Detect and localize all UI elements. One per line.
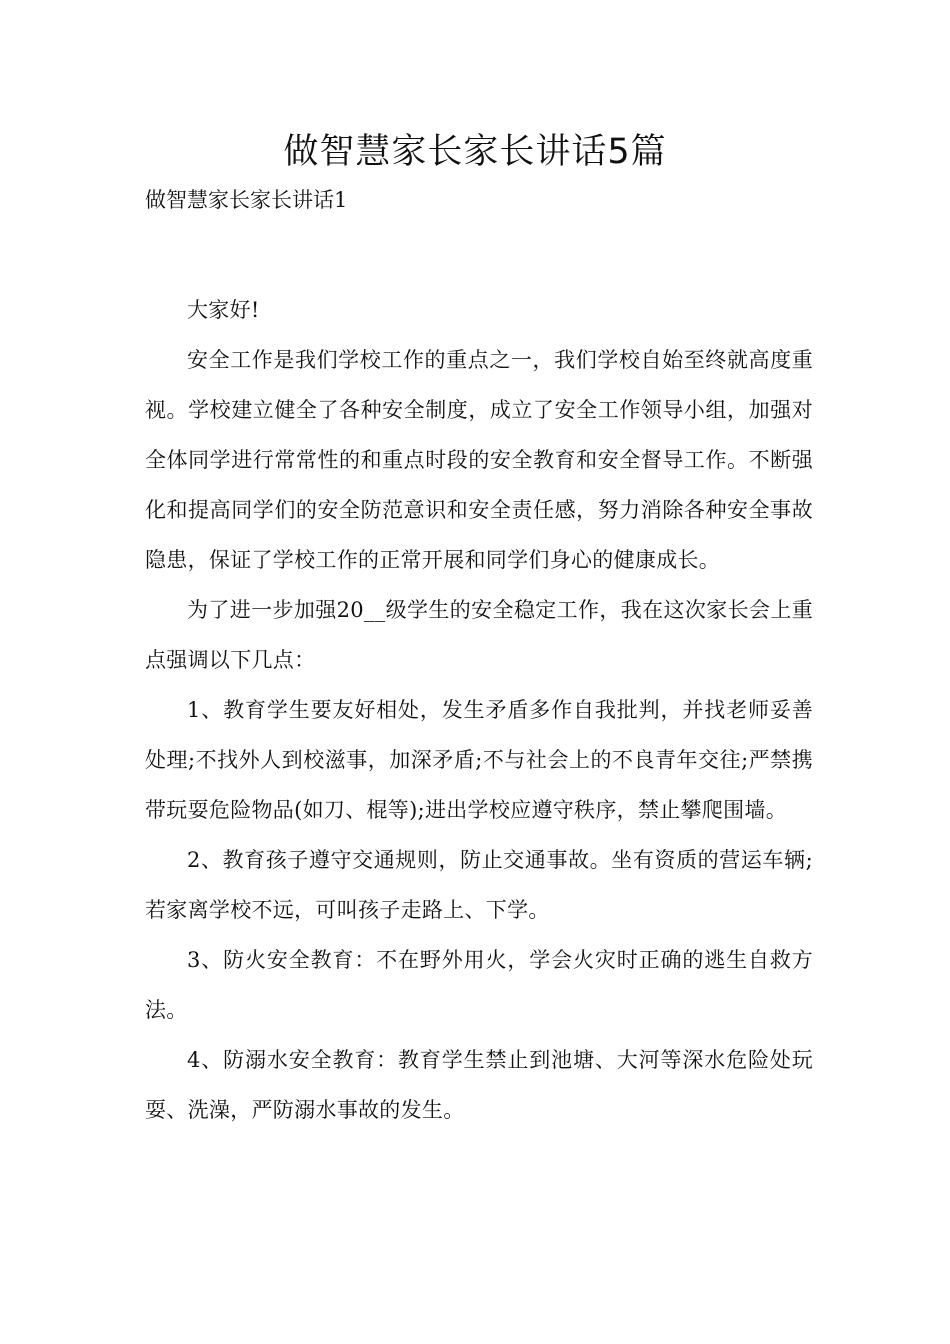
section-title: 做智慧家长家长讲话1 xyxy=(145,188,348,212)
paragraph: 安全工作是我们学校工作的重点之一，我们学校自始至终就高度重视。学校建立健全了各种安全制度，成立了安全工作领导小组，加强对全体同学进行常常性的和重点时段的安全教育和安全督导工作。不断强化和提高同学们的安全防范意识和安全责任感，努力消除各种安全事故隐患，保证了学校工作的正常开展和同学们身心的健康成长。 xyxy=(145,348,813,572)
document-title: 做智慧家长家长讲话5篇 xyxy=(283,132,667,172)
paragraph-item-3: 3、防火安全教育：不在野外用火，学会火灾时正确的逃生自救方法。 xyxy=(145,948,813,1022)
document-body xyxy=(145,285,813,1135)
paragraph-greeting: 大家好! xyxy=(187,298,260,322)
paragraph-item-2: 2、教育孩子遵守交通规则，防止交通事故。坐有资质的营运车辆;若家离学校不远，可叫孩子走路上、下学。 xyxy=(145,848,813,922)
paragraph: 为了进一步加强20__级学生的安全稳定工作，我在这次家长会上重点强调以下几点： xyxy=(145,598,813,672)
paragraph-item-1: 1、教育学生要友好相处，发生矛盾多作自我批判，并找老师妥善处理;不找外人到校滋事，加深矛盾;不与社会上的不良青年交往;严禁携带玩耍危险物品(如刀、棍等);进出学校应遵守秩序，禁止攀爬围墙。 xyxy=(145,698,813,822)
paragraph-item-4: 4、防溺水安全教育：教育学生禁止到池塘、大河等深水危险处玩耍、洗澡，严防溺水事故的发生。 xyxy=(145,1048,813,1122)
